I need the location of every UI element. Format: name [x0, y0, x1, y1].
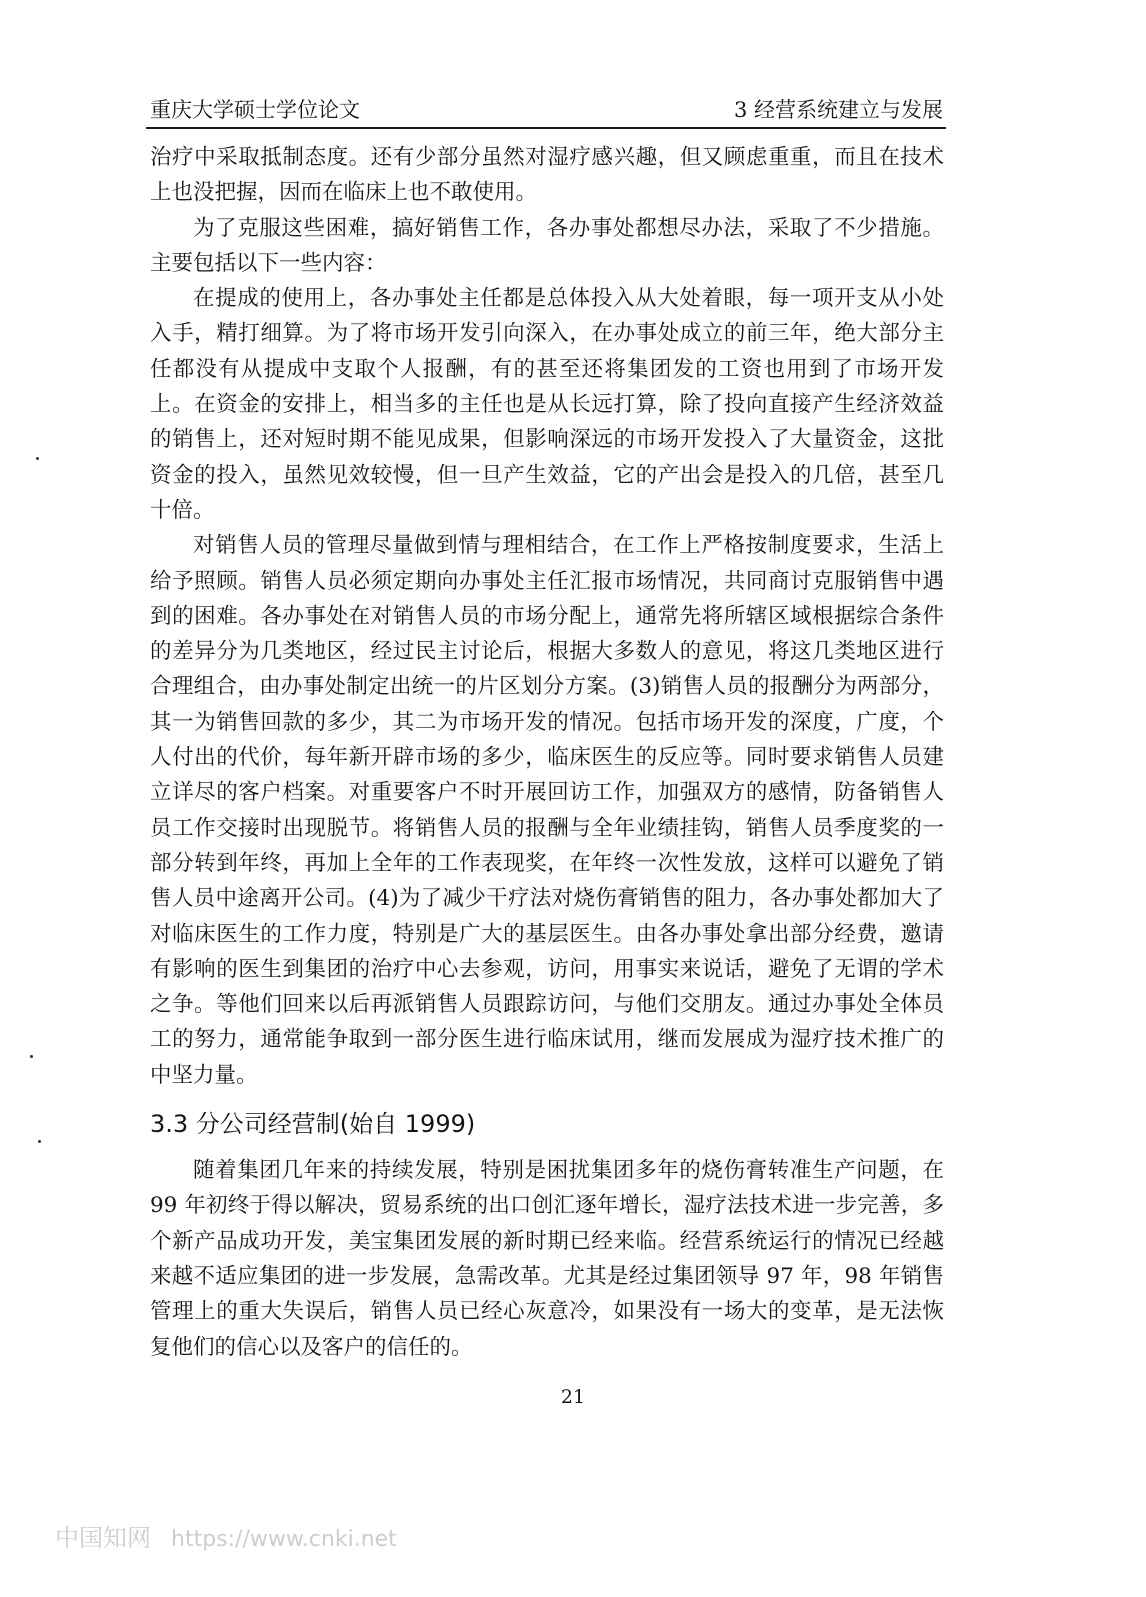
- paragraph-continued: 治疗中采取抵制态度。还有少部分虽然对湿疗感兴趣，但又顾虑重重，而且在技术上也没把握，因而在临床上也不敢使用。: [150, 145, 944, 206]
- paragraph: 为了克服这些困难，搞好销售工作，各办事处都想尽办法，采取了不少措施。主要包括以下一些内容：: [150, 215, 944, 276]
- section-heading: 3.3 分公司经营制(始自 1999): [150, 1110, 476, 1139]
- watermark-url: https://www.cnki.net: [171, 1527, 397, 1552]
- body-text: [150, 140, 944, 1365]
- scan-speck: [30, 1055, 33, 1058]
- header-rule: [146, 127, 946, 129]
- paragraph: 在提成的使用上，各办事处主任都是总体投入从大处着眼，每一项开支从小处入手，精打细算。为了将市场开发引向深入，在办事处成立的前三年，绝大部分主任都没有从提成中支取个人报酬，有的甚至还将集团发的工资也用到了市场开发上。在资金的安排上，相当多的主任也是从长远打算，除了投向直接产生经济效益的销售上，还对短时期不能见成果，但影响深远的市场开发投入了大量资金，这批资金的投入，虽然见效较慢，但一旦产生效益，它的产出会是投入的几倍，甚至几十倍。: [150, 286, 944, 523]
- scan-speck: [36, 457, 39, 460]
- paragraph: 对销售人员的管理尽量做到情与理相结合，在工作上严格按制度要求，生活上给予照顾。销售人员必须定期向办事处主任汇报市场情况，共同商讨克服销售中遇到的困难。各办事处在对销售人员的市场分配上，通常先将所辖区域根据综合条件的差异分为几类地区，经过民主讨论后，根据大多数人的意见，将这几类地区进行合理组合，由办事处制定出统一的片区划分方案。(3)销售人员的报酬分为两部分，其一为销售回款的多少，其二为市场开发的情况。包括市场开发的深度，广度，个人付出的代价，每年新开辟市场的多少，临床医生的反应等。同时要求销售人员建立详尽的客户档案。对重要客户不时开展回访工作，加强双方的感情，防备销售人员工作交接时出现脱节。将销售人员的报酬与全年业绩挂钩，销售人员季度奖的一部分转到年终，再加上全年的工作表现奖，在年终一次性发放，这样可以避免了销售人员中途离开公司。(4)为了减少干疗法对烧伤膏销售的阻力，各办事处都加大了对临床医生的工作力度，特别是广大的基层医生。由各办事处拿出部分经费，邀请有影响的医生到集团的治疗中心去参观，访问，用事实来说话，避免了无谓的学术之争。等他们回来以后再派销售人员跟踪访问，与他们交朋友。通过办事处全体员工的努力，通常能争取到一部分医生进行临床试用，继而发展成为湿疗技术推广的中坚力量。: [150, 533, 944, 1088]
- watermark: [55, 1518, 397, 1553]
- scan-speck: [38, 1140, 41, 1143]
- page-number: 21: [560, 1386, 586, 1408]
- section-paragraph: 随着集团几年来的持续发展，特别是困扰集团多年的烧伤膏转准生产问题，在 99 年初终于得以解决，贸易系统的出口创汇逐年增长，湿疗法技术进一步完善，多个新产品成功开发，美宝集团发展的新时期已经来临。经营系统运行的情况已经越来越不适应集团的进一步发展，急需改革。尤其是经过集团领导 97 年，98 年销售管理上的重大失误后，销售人员已经心灰意冷，如果没有一场大的变革，是无法恢复他们的信心以及客户的信任的。: [150, 1158, 944, 1360]
- running-header-left: 重庆大学硕士学位论文: [150, 98, 360, 122]
- watermark-brand: 中国知网: [55, 1524, 151, 1552]
- running-header-right: 3 经营系统建立与发展: [733, 98, 943, 122]
